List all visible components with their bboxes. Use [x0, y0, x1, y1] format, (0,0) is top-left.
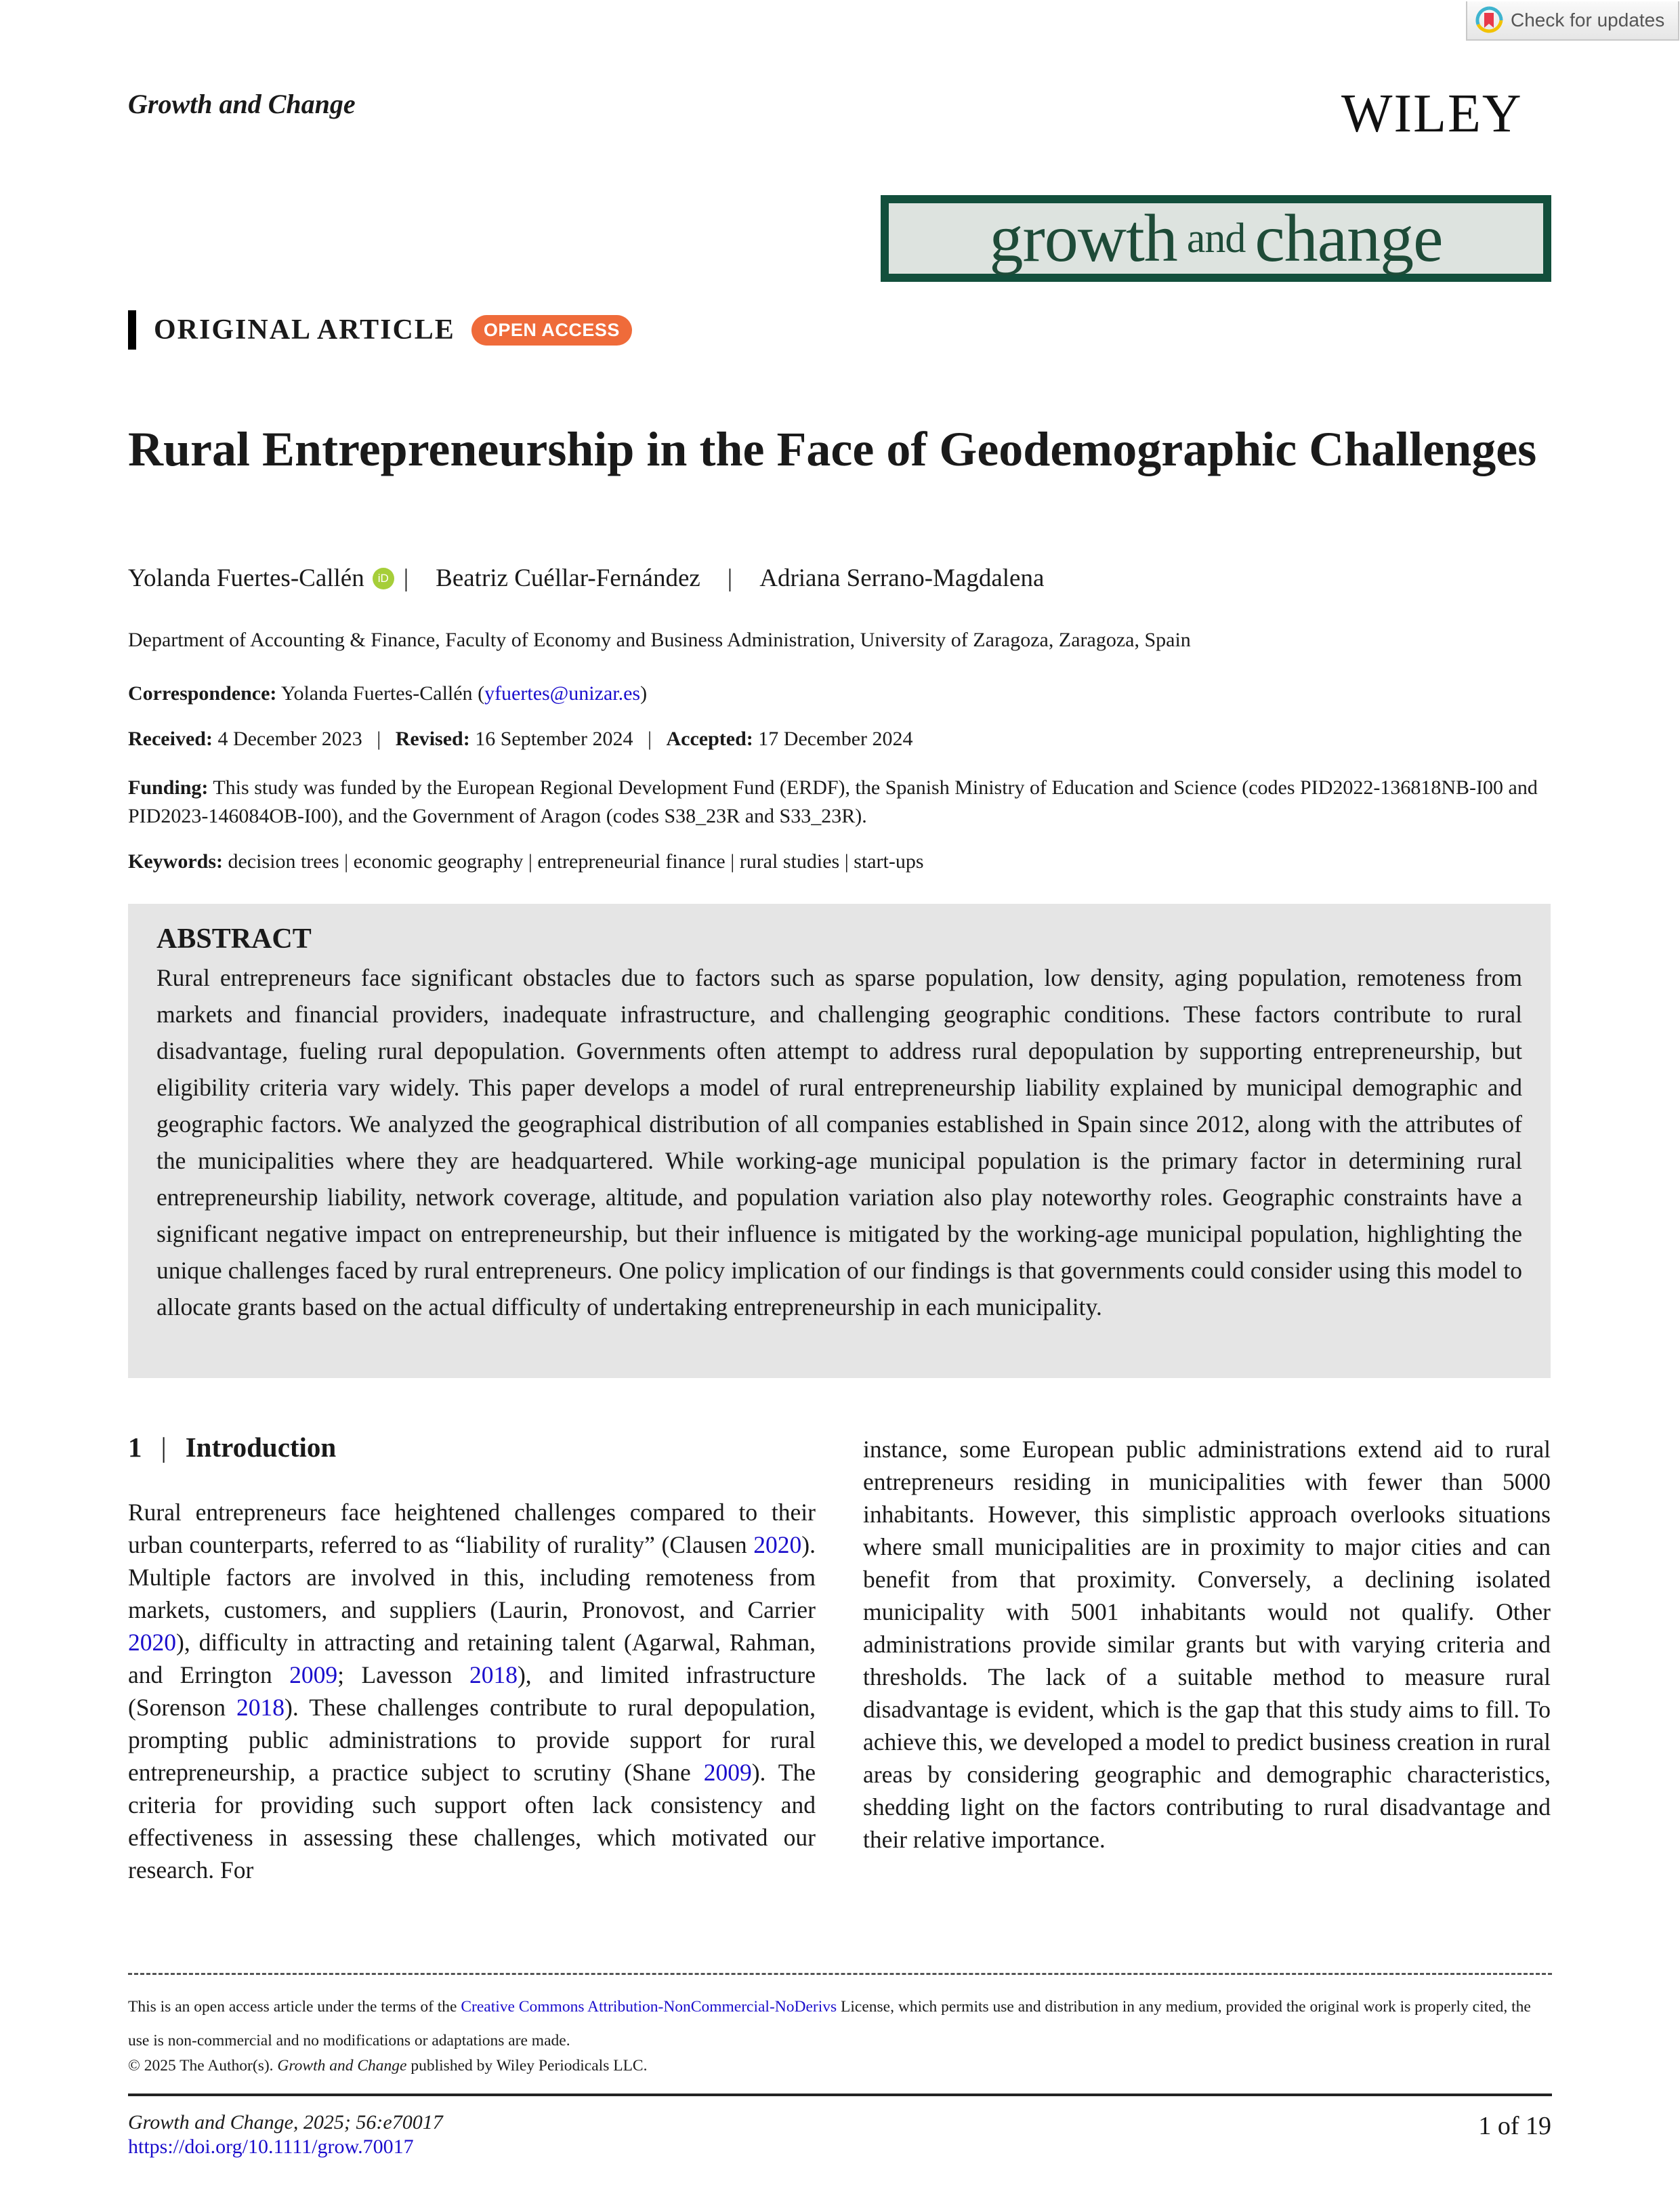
funding-label: Funding: [128, 776, 209, 799]
body-text: ; Lavesson [337, 1661, 469, 1688]
keywords-label: Keywords: [128, 850, 223, 873]
received-label: Received: [128, 728, 213, 750]
banner-word-growth: growth [989, 201, 1177, 276]
journal-name: Growth and Change [128, 89, 356, 119]
keyword: entrepreneurial finance [537, 850, 726, 873]
type-bar [128, 310, 136, 350]
correspondence: Correspondence: Yolanda Fuertes-Callén (yfuertes@unizar.es) [128, 682, 648, 705]
funding-text: This study was funded by the European Regional Development Fund (ERDF), the Spanish Ministry of Education and Science (codes PID2022-136818NB-I00 and PID2023-146084OB-I00), and the Government of Aragon (codes S38_23R and S33_23R). [128, 776, 1538, 827]
article-dates: Received: 4 December 2023 | Revised: 16 September 2024 | Accepted: 17 December 2024 [128, 728, 913, 750]
revised-date: 16 September 2024 [475, 728, 633, 750]
abstract-box [128, 904, 1551, 1378]
body-text: ). Multiple factors are involved in this, including remoteness from markets, customers, and suppliers (Laurin, Pronovost, and Carrier [128, 1531, 816, 1623]
author-link[interactable]: Adriana Serrano-Magdalena [759, 564, 1045, 592]
check-for-updates-label: Check for updates [1511, 9, 1665, 30]
affiliation: Department of Accounting & Finance, Faculty of Economy and Business Administration, University of Zaragoza, Zaragoza, Spain [128, 629, 1191, 651]
open-access-badge: OPEN ACCESS [471, 315, 632, 346]
copyright [128, 2057, 647, 2075]
body-column-right: instance, some European public administrations extend aid to rural entrepreneurs residing in municipalities with fewer than 5000 inhabitants. However, this simplistic approach overlooks situations where small municipalities are in proximity to major cities and can benefit from that proximity. Conversely, a declining isolated municipality with 5001 inhabitants would not qualify. Other administrations provide similar grants but with varying criteria and thresholds. The lack of a suitable method to measure rural disadvantage is evident, which is the gap that this study aims to fill. To achieve this, we developed a model to predict business creation in rural areas by considering geographic and demographic characteristics, shedding light on the factors contributing to rural disadvantage and their relative importance. [863, 1436, 1551, 1853]
citation-link[interactable]: 2020 [753, 1531, 802, 1558]
body-text: Rural entrepreneurs face heightened challenges compared to their urban counterparts, referred to as “liability of rurality” (Clausen [128, 1499, 816, 1558]
body-text: ). These challenges contribute to rural depopulation, prompting public administrations to provide support for rural entrepreneurship, a practice subject to scrutiny (Shane [128, 1694, 816, 1786]
journal-citation: Growth and Change, 2025; 56:e70017 [128, 2111, 443, 2133]
accepted-label: Accepted: [666, 728, 753, 750]
author-list [128, 564, 1044, 593]
body-text: ). The criteria for providing such support often lack consistency and effectiveness in assessing these challenges, which motivated our research. For [128, 1759, 816, 1883]
license-link[interactable]: Creative Commons Attribution-NonCommercial-NoDerivs [461, 1998, 837, 2016]
section-number: 1 [128, 1432, 142, 1463]
revised-label: Revised: [395, 728, 470, 750]
copyright-text: © 2025 The Author(s). [128, 2057, 278, 2075]
article-title: Rural Entrepreneurship in the Face of Geodemographic Challenges [128, 422, 1537, 476]
author-separator: | [727, 564, 733, 592]
abstract-text: Rural entrepreneurs face significant obstacles due to factors such as sparse population, low density, aging population, remoteness from markets and financial providers, inadequate infrastructure, and challenging geographic conditions. These factors contribute to rural disadvantage, fueling rural depopulation. Governments often attempt to address rural depopulation by supporting entrepreneurship, but eligibility criteria vary widely. This paper develops a model of rural entrepreneurship liability explained by municipal demographic and geographic factors. We analyzed the geographical distribution of all companies established in Spain since 2012, along with the attributes of the municipalities where they are headquartered. While working-age municipal population is the primary factor in determining rural entrepreneurship liability, network coverage, altitude, and population variation also play noteworthy roles. Geographic constraints have a significant negative impact on entrepreneurship, but their influence is mitigated by the working-age municipal population, highlighting the unique challenges faced by rural entrepreneurs. One policy implication of our findings is that governments could consider using this model to allocate grants based on the actual difficulty of undertaking entrepreneurship in each municipality. [156, 964, 1522, 1320]
license-statement [128, 1990, 1552, 2058]
banner-word-change: change [1255, 201, 1443, 276]
license-text: License, which permits use and distribution in any medium, provided the original work is properly cited, the use is non-commercial and no modifications or adaptations are made. [128, 1998, 1531, 2049]
copyright-journal: Growth and Change [277, 2057, 407, 2075]
check-for-updates-button[interactable] [1466, 1, 1679, 41]
citation-link[interactable]: 2009 [289, 1661, 338, 1688]
citation-link[interactable]: 2009 [703, 1759, 752, 1786]
citation-link[interactable]: 2020 [128, 1629, 176, 1656]
page-number: 1 of 19 [1478, 2112, 1551, 2140]
keyword: economic geography [353, 850, 524, 873]
correspondence-email-link[interactable]: yfuertes@unizar.es [484, 682, 641, 705]
abstract-title: ABSTRACT [156, 923, 312, 955]
orcid-icon[interactable]: iD [373, 568, 394, 589]
copyright-text: published by Wiley Periodicals LLC. [406, 2057, 648, 2075]
footnote-divider [128, 1973, 1552, 1975]
author-link[interactable]: Beatriz Cuéllar-Fernández [436, 564, 700, 592]
citation-link[interactable]: 2018 [469, 1661, 518, 1688]
journal-banner [881, 195, 1551, 282]
author-link[interactable]: Yolanda Fuertes-Callén [128, 564, 364, 592]
correspondence-name: Yolanda Fuertes-Callén [280, 682, 473, 705]
keywords: Keywords: decision trees | economic geography | entrepreneurial finance | rural studies | start-ups [128, 850, 924, 873]
article-type [128, 310, 632, 350]
body-text: ), difficulty in attracting and retaining talent (Agarwal, Rahman, and Errington [128, 1629, 816, 1688]
author-separator: | [403, 564, 409, 592]
accepted-date: 17 December 2024 [758, 728, 913, 750]
banner-word-and: and [1186, 215, 1246, 262]
section-heading: 1 | Introduction [128, 1432, 337, 1463]
body-column-left [128, 1496, 816, 1886]
article-type-label: ORIGINAL ARTICLE [154, 314, 455, 346]
doi-link[interactable]: https://doi.org/10.1111/grow.70017 [128, 2136, 414, 2158]
keyword: rural studies [739, 850, 840, 873]
publisher-logo: WILEY [1341, 84, 1523, 144]
correspondence-label: Correspondence: [128, 682, 277, 705]
keyword: decision trees [228, 850, 339, 873]
section-title: Introduction [185, 1432, 337, 1463]
body-text: ), and limited infrastructure (Sorenson [128, 1661, 816, 1721]
funding [128, 774, 1564, 831]
crossmark-icon [1474, 5, 1504, 35]
citation-link[interactable]: 2018 [236, 1694, 285, 1721]
received-date: 4 December 2023 [217, 728, 362, 750]
license-text: This is an open access article under the terms of the [128, 1998, 461, 2016]
keyword: start-ups [854, 850, 924, 873]
footer-rule [128, 2094, 1552, 2096]
